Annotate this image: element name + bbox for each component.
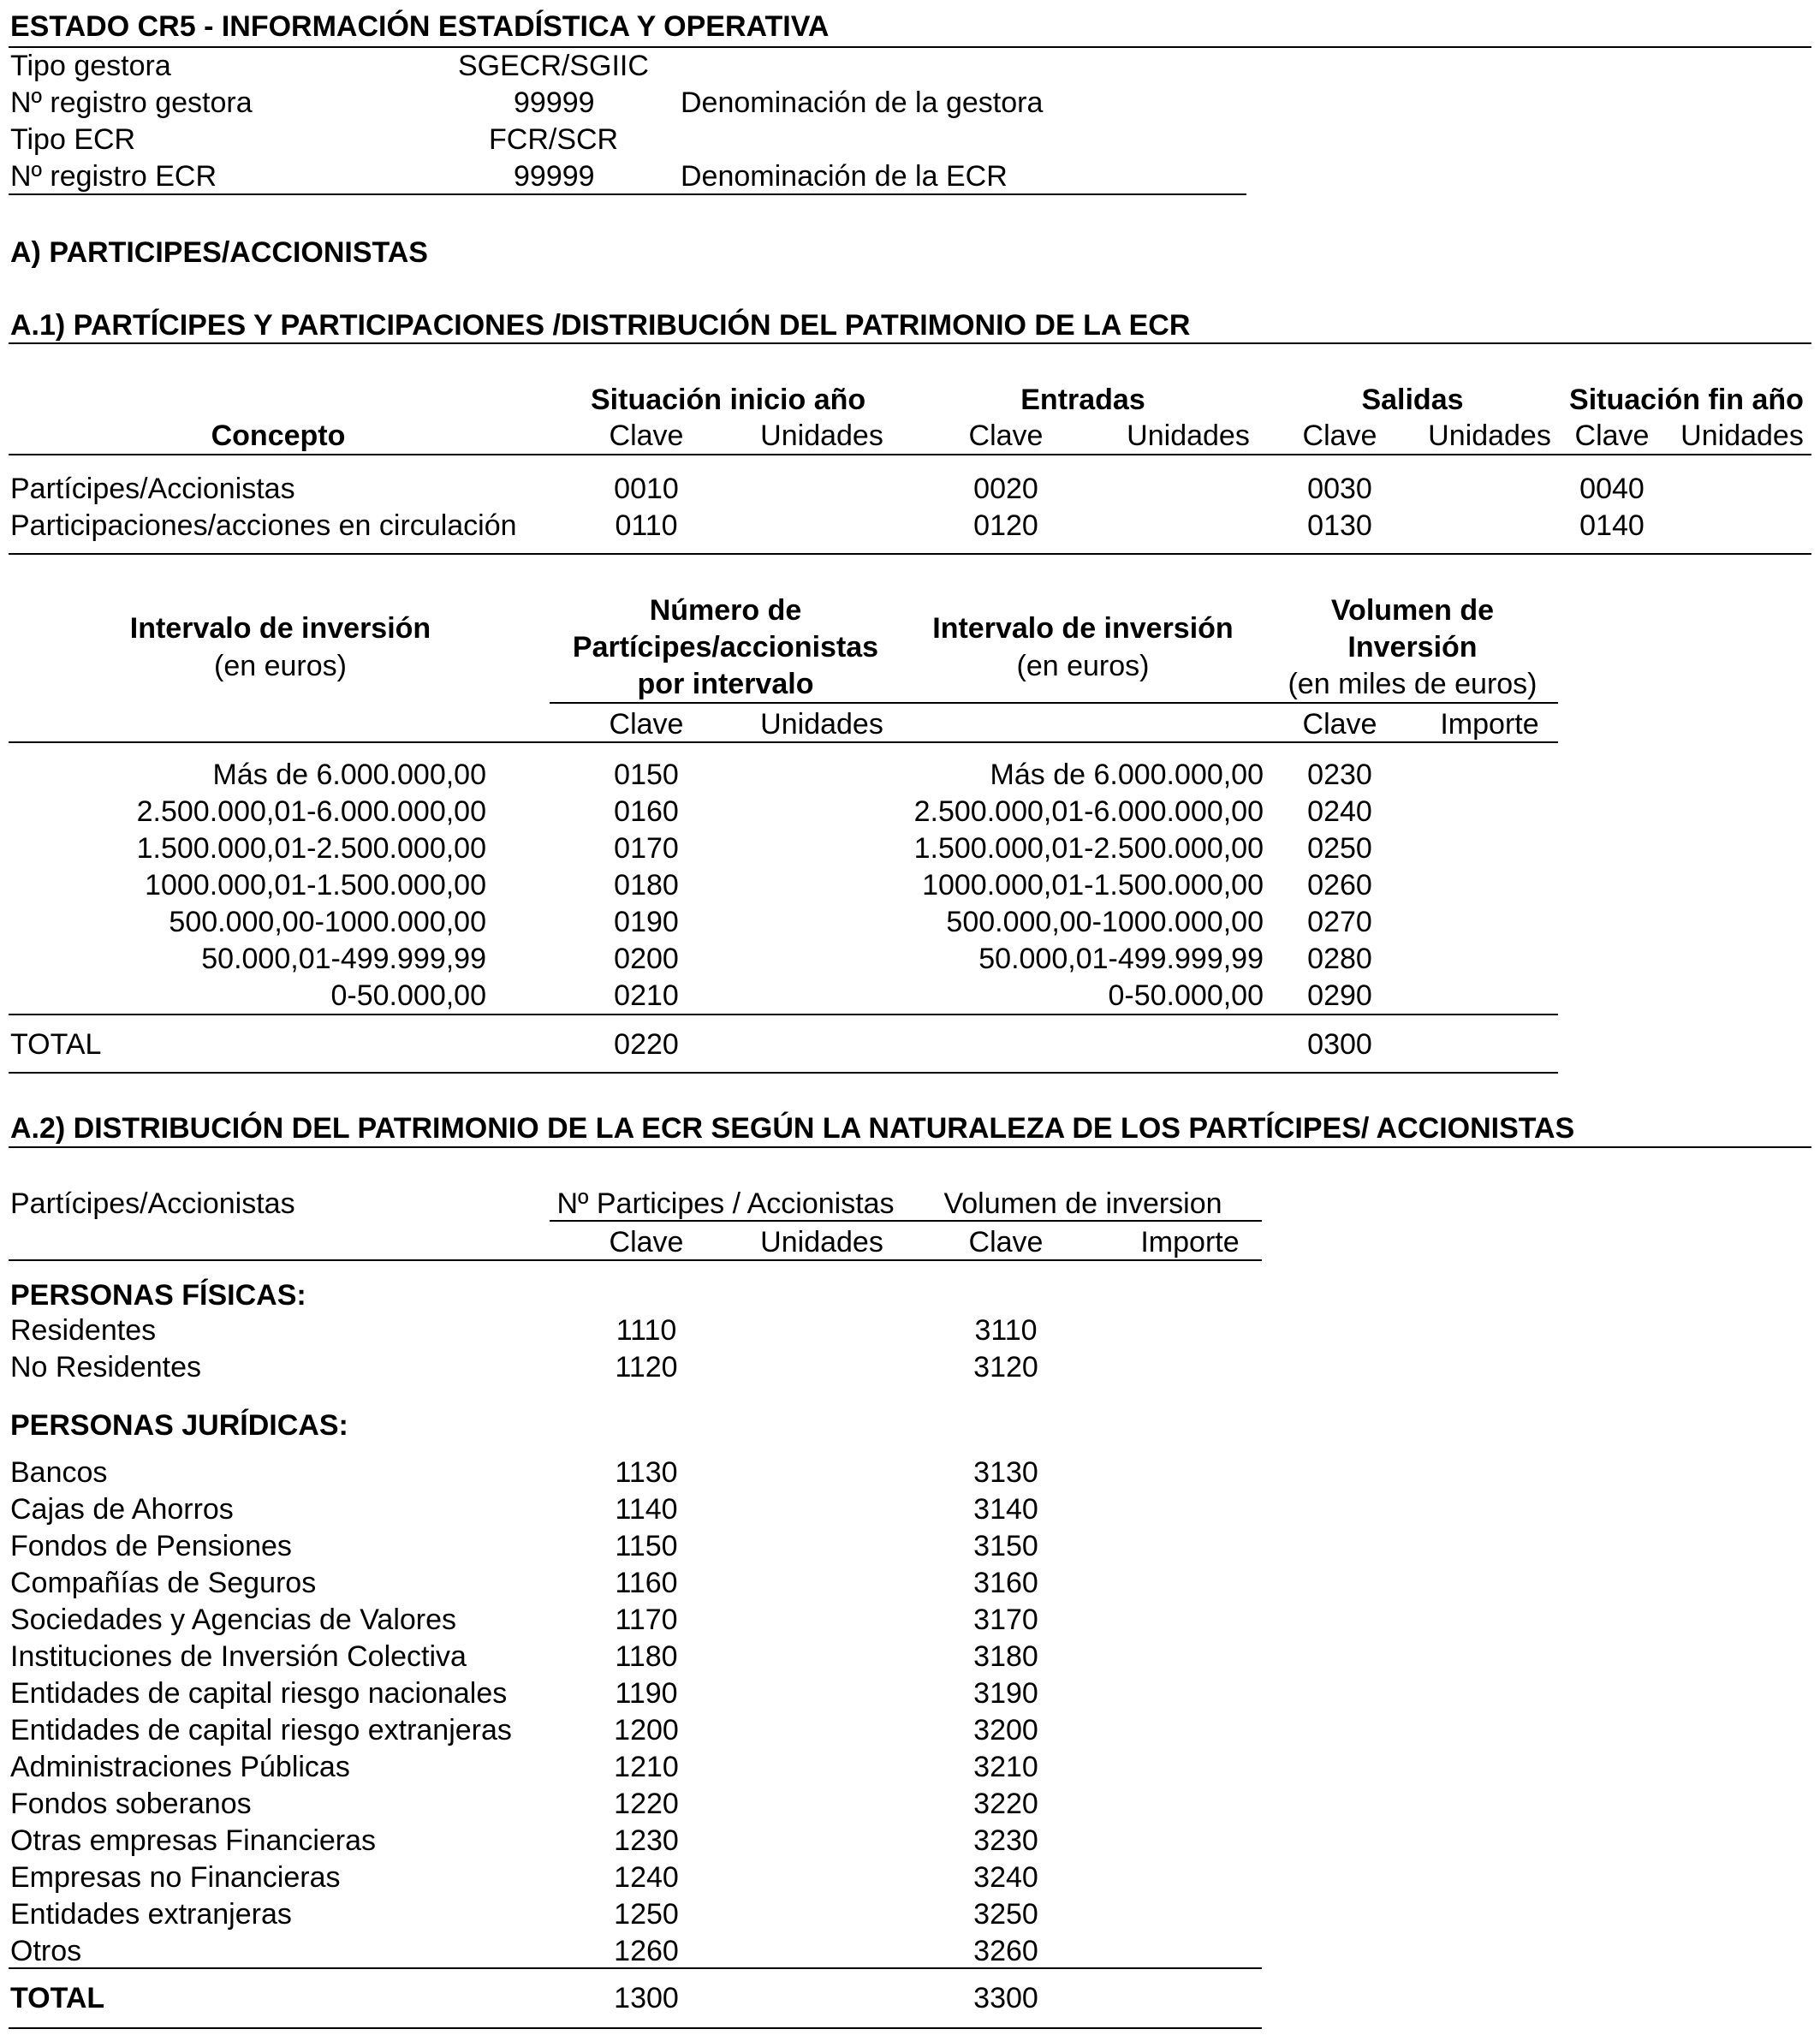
interval-header-rule xyxy=(9,741,1558,743)
interval-label: 2.500.000,01-6.000.000,00 xyxy=(136,795,486,828)
unidades-header: Unidades xyxy=(1680,419,1804,452)
clave-cell: 0240 xyxy=(1307,795,1372,828)
clave-header: Clave xyxy=(609,419,684,452)
clave-cell: 3200 xyxy=(973,1714,1038,1746)
clave-cell: 3160 xyxy=(973,1567,1038,1599)
interval-label: 1000.000,01-1.500.000,00 xyxy=(922,869,1264,901)
concepto-header: Concepto xyxy=(211,419,346,452)
clave-cell: 1200 xyxy=(614,1714,679,1746)
tipo-ecr-label: Tipo ECR xyxy=(10,123,136,156)
registro-gestora-value: 99999 xyxy=(514,86,595,119)
clave-header: Clave xyxy=(968,419,1044,452)
clave-cell: 0270 xyxy=(1307,906,1372,938)
clave-cell: 0150 xyxy=(614,759,679,791)
a2-row-label: Empresas no Financieras xyxy=(10,1861,341,1894)
a2-subhead-rule xyxy=(550,1220,1262,1222)
interval-head-left: Intervalo de inversión xyxy=(129,612,431,645)
clave-cell: 0030 xyxy=(1307,473,1372,505)
clave-header: Clave xyxy=(1574,419,1650,452)
clave-header: Clave xyxy=(968,1226,1044,1258)
page-title: ESTADO CR5 - INFORMACIÓN ESTADÍSTICA Y OPERATIVA xyxy=(10,10,830,43)
clave-cell: 3140 xyxy=(973,1493,1038,1526)
clave-cell: 3220 xyxy=(973,1788,1038,1820)
a2-row-label: Fondos soberanos xyxy=(10,1788,252,1820)
clave-cell: 0190 xyxy=(614,906,679,938)
clave-cell: 0170 xyxy=(614,832,679,865)
a2-row-label: Bancos xyxy=(10,1456,108,1489)
interval-total-rule xyxy=(9,1014,1558,1015)
registro-ecr-label: Nº registro ECR xyxy=(10,160,217,193)
a2-row-label: Sociedades y Agencias de Valores xyxy=(10,1604,457,1636)
interval-total-clave-a: 0220 xyxy=(614,1028,679,1061)
clave-cell: 0230 xyxy=(1307,759,1372,791)
a2-row-label: Cajas de Ahorros xyxy=(10,1493,234,1526)
a2-row-label: Residentes xyxy=(10,1314,157,1347)
interval-label: 1.500.000,01-2.500.000,00 xyxy=(136,832,486,865)
clave-cell: 1230 xyxy=(614,1824,679,1857)
clave-cell: 3110 xyxy=(974,1314,1038,1347)
denominacion-gestora: Denominación de la gestora xyxy=(681,86,1044,119)
interval-label: 50.000,01-499.999,99 xyxy=(978,943,1264,975)
clave-cell: 0210 xyxy=(614,979,679,1012)
interval-total-clave-b: 0300 xyxy=(1307,1028,1372,1061)
unidades-header: Unidades xyxy=(760,419,883,452)
clave-cell: 1120 xyxy=(615,1351,678,1383)
clave-cell: 3260 xyxy=(973,1935,1038,1967)
tipo-ecr-value: FCR/SCR xyxy=(489,123,619,156)
a2-row-label: Entidades de capital riesgo nacionales xyxy=(10,1677,508,1710)
interval-label: 1.500.000,01-2.500.000,00 xyxy=(913,832,1264,865)
clave-cell: 1260 xyxy=(614,1935,679,1967)
unidades-header: Unidades xyxy=(1428,419,1551,452)
clave-cell: 1250 xyxy=(614,1898,679,1931)
a1-row-label: Partícipes/Accionistas xyxy=(10,473,295,505)
a2-total-clave-b: 3300 xyxy=(973,1982,1038,2014)
clave-cell: 0120 xyxy=(973,509,1038,542)
clave-cell: 3170 xyxy=(973,1604,1038,1636)
unidades-header: Unidades xyxy=(760,1226,883,1258)
a2-col-vol: Volumen de inversion xyxy=(943,1187,1222,1220)
clave-cell: 0280 xyxy=(1307,943,1372,975)
interval-bottom-rule xyxy=(9,1072,1558,1074)
a2-header-rule xyxy=(9,1259,1262,1261)
tipo-gestora-label: Tipo gestora xyxy=(10,50,171,82)
clave-cell: 1150 xyxy=(615,1530,678,1562)
clave-cell: 3230 xyxy=(973,1824,1038,1857)
clave-cell: 1220 xyxy=(614,1788,679,1820)
a2-total-clave-a: 1300 xyxy=(614,1982,679,2014)
clave-cell: 3250 xyxy=(973,1898,1038,1931)
clave-cell: 1180 xyxy=(615,1640,678,1673)
importe-header: Importe xyxy=(1440,708,1539,741)
group-entradas: Entradas xyxy=(1020,384,1145,416)
section-a2-rule xyxy=(9,1146,1811,1148)
a2-total-rule xyxy=(9,1967,1262,1969)
a1-row-label: Participaciones/acciones en circulación xyxy=(10,509,517,542)
clave-cell: 3130 xyxy=(973,1456,1038,1489)
clave-cell: 1130 xyxy=(615,1456,678,1489)
clave-cell: 0200 xyxy=(614,943,679,975)
num-head-2: Partícipes/accionistas xyxy=(572,631,879,663)
unidades-header: Unidades xyxy=(760,708,883,741)
clave-header: Clave xyxy=(609,708,684,741)
clave-cell: 0010 xyxy=(614,473,679,505)
a2-row-label: Otros xyxy=(10,1935,82,1967)
a2-row-label: Otras empresas Financieras xyxy=(10,1824,377,1857)
a2-total-label: TOTAL xyxy=(10,1982,105,2014)
clave-cell: 1160 xyxy=(615,1567,678,1599)
clave-cell: 3120 xyxy=(973,1351,1038,1383)
group-situacion-inicio: Situación inicio año xyxy=(591,384,866,416)
clave-cell: 3150 xyxy=(973,1530,1038,1562)
interval-label: 1000.000,01-1.500.000,00 xyxy=(145,869,486,901)
section-a1-rule xyxy=(9,342,1811,344)
interval-subhead-rule xyxy=(550,702,1558,704)
a2-col-label: Partícipes/Accionistas xyxy=(10,1187,295,1220)
clave-cell: 0110 xyxy=(615,509,678,542)
clave-cell: 0140 xyxy=(1579,509,1645,542)
interval-label: 500.000,00-1000.000,00 xyxy=(169,906,486,938)
importe-header: Importe xyxy=(1140,1226,1240,1258)
unidades-header: Unidades xyxy=(1127,419,1250,452)
clave-cell: 3180 xyxy=(973,1640,1038,1673)
a2-col-num: Nº Participes / Accionistas xyxy=(556,1187,895,1220)
interval-head-mid: Intervalo de inversión xyxy=(932,612,1234,645)
section-a2-title: A.2) DISTRIBUCIÓN DEL PATRIMONIO DE LA ECR SEGÚN LA NATURALEZA DE LOS PARTÍCIPES/ ACCIONISTAS xyxy=(10,1112,1575,1145)
interval-label: 2.500.000,01-6.000.000,00 xyxy=(913,795,1264,828)
a2-row-label: Fondos de Pensiones xyxy=(10,1530,292,1562)
registro-ecr-value: 99999 xyxy=(514,160,595,193)
denominacion-ecr: Denominación de la ECR xyxy=(681,160,1008,193)
clave-cell: 3240 xyxy=(973,1861,1038,1894)
a2-row-label: Entidades extranjeras xyxy=(10,1898,292,1931)
interval-label: Más de 6.000.000,00 xyxy=(990,759,1264,791)
interval-label: 0-50.000,00 xyxy=(1108,979,1264,1012)
group-situacion-fin: Situación fin año xyxy=(1569,384,1804,416)
clave-cell: 1170 xyxy=(615,1604,678,1636)
a1-bottom-rule xyxy=(9,553,1811,555)
a2-row-label: Entidades de capital riesgo extranjeras xyxy=(10,1714,512,1746)
clave-cell: 0180 xyxy=(614,869,679,901)
header-rule xyxy=(9,193,1246,195)
clave-cell: 0160 xyxy=(614,795,679,828)
clave-header: Clave xyxy=(1302,419,1377,452)
a2-row-label: No Residentes xyxy=(10,1351,202,1383)
vol-head-2: Inversión xyxy=(1347,631,1478,663)
registro-gestora-label: Nº registro gestora xyxy=(10,86,253,119)
juridicas-title: PERSONAS JURÍDICAS: xyxy=(10,1409,348,1442)
clave-cell: 0290 xyxy=(1307,979,1372,1012)
a2-row-label: Instituciones de Inversión Colectiva xyxy=(10,1640,467,1673)
clave-cell: 0020 xyxy=(973,473,1038,505)
vol-head-3: (en miles de euros) xyxy=(1288,668,1537,700)
num-head-3: por intervalo xyxy=(637,668,814,700)
a2-bottom-rule xyxy=(9,2027,1262,2029)
clave-header: Clave xyxy=(1302,708,1377,741)
clave-cell: 1140 xyxy=(615,1493,678,1526)
a1-header-rule xyxy=(9,454,1811,455)
interval-total-label: TOTAL xyxy=(10,1028,102,1061)
interval-head-left-unit: (en euros) xyxy=(214,650,347,682)
title-rule xyxy=(9,46,1811,48)
fisicas-title: PERSONAS FÍSICAS: xyxy=(10,1279,306,1312)
num-head-1: Número de xyxy=(649,594,802,627)
interval-label: 50.000,01-499.999,99 xyxy=(201,943,486,975)
interval-label: 0-50.000,00 xyxy=(330,979,486,1012)
clave-cell: 1110 xyxy=(616,1314,677,1347)
clave-cell: 0260 xyxy=(1307,869,1372,901)
clave-cell: 0130 xyxy=(1307,509,1372,542)
vol-head-1: Volumen de xyxy=(1330,594,1495,627)
a2-row-label: Administraciones Públicas xyxy=(10,1751,350,1783)
clave-cell: 1240 xyxy=(614,1861,679,1894)
clave-cell: 1210 xyxy=(614,1751,679,1783)
clave-cell: 3210 xyxy=(973,1751,1038,1783)
interval-label: Más de 6.000.000,00 xyxy=(212,759,486,791)
a2-row-label: Compañías de Seguros xyxy=(10,1567,317,1599)
section-a1-title: A.1) PARTÍCIPES Y PARTICIPACIONES /DISTRIBUCIÓN DEL PATRIMONIO DE LA ECR xyxy=(10,309,1191,342)
tipo-gestora-value: SGECR/SGIIC xyxy=(458,50,649,82)
clave-cell: 1190 xyxy=(615,1677,678,1710)
interval-head-mid-unit: (en euros) xyxy=(1016,650,1150,682)
clave-cell: 3190 xyxy=(973,1677,1038,1710)
clave-cell: 0040 xyxy=(1579,473,1645,505)
clave-cell: 0250 xyxy=(1307,832,1372,865)
clave-header: Clave xyxy=(609,1226,684,1258)
group-salidas: Salidas xyxy=(1361,384,1464,416)
section-a-title: A) PARTICIPES/ACCIONISTAS xyxy=(10,236,428,269)
interval-label: 500.000,00-1000.000,00 xyxy=(946,906,1264,938)
